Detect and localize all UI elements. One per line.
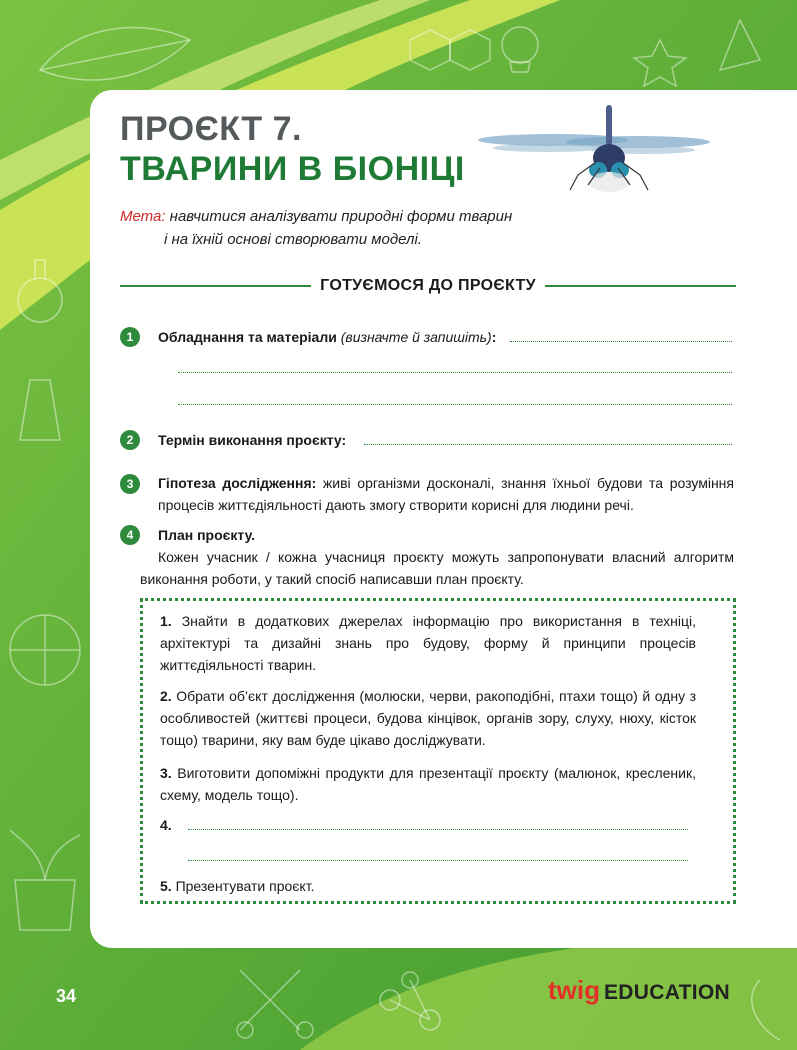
equipment-hint: (визначте й запишіть) [336, 329, 492, 345]
hypothesis-paragraph [158, 472, 734, 516]
plan-step-1 [160, 610, 696, 676]
project-title: ТВАРИНИ В БІОНІЦІ [120, 150, 465, 188]
hypothesis-text: живі організми досконалі, знання їхньої будови та розуміння процесів життєдіяльності дають змогу створити корисні для людини речі. [158, 475, 734, 513]
section-heading [120, 276, 736, 296]
plan-step-5 [160, 875, 696, 897]
step-3-text: Виготовити допоміжні продукти для презентації проєкту (малюнок, кресленик, схему, модель тощо). [160, 765, 696, 803]
heading-rule-right [545, 285, 736, 287]
equipment-answer-line-3[interactable] [178, 404, 732, 405]
equipment-label: Обладнання та матеріали [158, 329, 337, 345]
plan-step-3 [160, 762, 696, 806]
step-4-answer-line-2[interactable] [188, 860, 688, 861]
step-2-text: Обрати об’єкт дослідження (молюски, черви, ракоподібні, птахи тощо) й одну з особливостей (життєві процеси, будова кінцівок, органів зору, слуху, нюху, кісток тощо) тварини, яку вам буде цікаво досліджувати. [160, 688, 696, 748]
plan-step-2 [160, 685, 696, 751]
equipment-answer-line-2[interactable] [178, 372, 732, 373]
item-number-4: 4 [120, 525, 140, 545]
goal-line-2: і на їхній основі створювати моделі. [164, 231, 422, 248]
dragonfly-illustration [478, 100, 710, 200]
equipment-answer-line-1[interactable] [510, 341, 732, 342]
step-3-number: 3. [160, 765, 172, 781]
brand-twig: twig [548, 975, 600, 1005]
step-5-number: 5. [160, 878, 172, 894]
publisher-logo [548, 975, 730, 1006]
project-number: ПРОЄКТ 7. [120, 110, 302, 148]
project-goal [120, 205, 512, 251]
step-1-number: 1. [160, 613, 172, 629]
equipment-colon: : [491, 329, 497, 345]
heading-rule-left [120, 285, 311, 287]
item-number-2: 2 [120, 430, 140, 450]
deadline-answer-line[interactable] [364, 444, 732, 445]
step-5-text: Презентувати проєкт. [171, 878, 315, 894]
deadline-label: Термін виконання проєкту: [158, 432, 347, 448]
goal-line-1: навчитися аналізувати природні форми тварин [165, 208, 513, 225]
plan-step-4 [160, 814, 696, 836]
item-number-1: 1 [120, 327, 140, 347]
plan-label: План проєкту. [158, 527, 256, 543]
step-2-number: 2. [160, 688, 172, 704]
hypothesis-label: Гіпотеза дослідження: [158, 475, 317, 491]
step-1-text: Знайти в додаткових джерелах інформацію про використання в техніці, архітектурі та дизайні знань про будову, форму й принципи процесів життєдіяльності тварин. [160, 613, 696, 673]
brand-education: EDUCATION [604, 981, 730, 1004]
step-4-number: 4. [160, 817, 172, 833]
section-heading-text: ГОТУЄМОСЯ ДО ПРОЄКТУ [320, 277, 536, 294]
page-number: 34 [56, 986, 77, 1006]
item-number-3: 3 [120, 474, 140, 494]
goal-label: Мета: [120, 208, 166, 225]
plan-intro: Кожен учасник / кожна учасниця проєкту можуть запропонувати власний алгоритм виконання роботи, у такий спосіб написавши план проєкту. [140, 549, 734, 587]
step-4-answer-line-1[interactable] [188, 829, 688, 830]
equipment-row [158, 326, 496, 348]
